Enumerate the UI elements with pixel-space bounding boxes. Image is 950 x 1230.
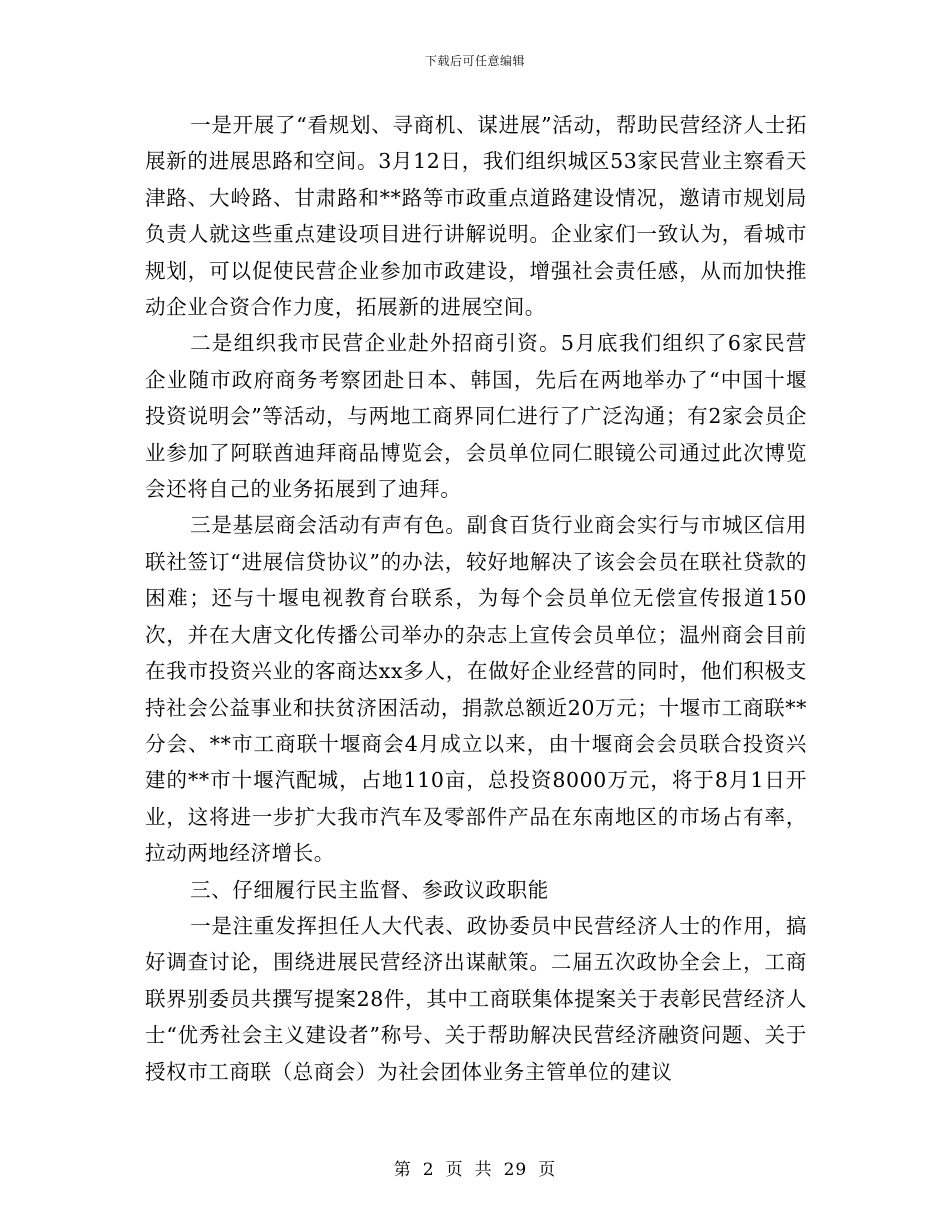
footer-total-pages: 29 xyxy=(503,1160,528,1180)
footer-current-page: 2 xyxy=(422,1160,435,1180)
page-footer xyxy=(0,1155,950,1180)
paragraph-activity-two: 二是组织我市民营企业赴外招商引资。5月底我们组织了6家民营企业随市政府商务考察团赴日本、韩国，先后在两地举办了“中国十堰投资说明会”等活动，与两地工商界同仁进行了广泛沟通；有2家会员企业参加了阿联酋迪拜商品博览会，会员单位同仁眼镜公司通过此次博览会还将自己的业务拓展到了迪拜。 xyxy=(145,331,807,502)
footer-label-total: 共 xyxy=(474,1160,493,1180)
document-body xyxy=(145,107,807,1090)
page-header: 下载后可任意编辑 xyxy=(424,54,525,68)
paragraph-activity-one: 一是开展了“看规划、寻商机、谋进展”活动，帮助民营经济人士拓展新的进展思路和空间。3月12日，我们组织城区53家民营业主察看天津路、大岭路、甘肃路和**路等市政重点道路建设情况，邀请市规划局负责人就这些重点建设项目进行讲解说明。企业家们一致认为，看城市规划，可以促使民营企业参加市政建设，增强社会责任感，从而加快推动企业合资合作力度，拓展新的进展空间。 xyxy=(145,113,807,320)
footer-label-total-unit: 页 xyxy=(538,1160,557,1180)
paragraph-activity-three: 三是基层商会活动有声有色。副食百货行业商会实行与市城区信用联社签订“进展信贷协议”的办法，较好地解决了该会会员在联社贷款的困难；还与十堰电视教育台联系，为每个会员单位无偿宣传报道150次，并在大唐文化传播公司举办的杂志上宣传会员单位；温州商会目前在我市投资兴业的客商达xx多人，在做好企业经营的同时，他们积极支持社会公益事业和扶贫济困活动，捐款总额近20万元；十堰市工商联**分会、**市工商联十堰商会4月成立以来，由十堰商会会员联合投资兴建的**市十堰汽配城，占地110亩，总投资8000万元，将于8月1日开业，这将进一步扩大我市汽车及零部件产品在东南地区的市场占有率，拉动两地经济增长。 xyxy=(145,513,807,866)
section-heading: 三、仔细履行民主监督、参政议政职能 xyxy=(190,877,549,902)
paragraph-supervision-one: 一是注重发挥担任人大代表、政协委员中民营经济人士的作用，搞好调查讨论，围绕进展民营经济出谋献策。二届五次政协全会上，工商联界别委员共撰写提案28件，其中工商联集体提案关于表彰民营经济人士“优秀社会主义建设者”称号、关于帮助解决民营经济融资问题、关于授权市工商联（总商会）为社会团体业务主管单位的建议 xyxy=(145,913,807,1084)
footer-label-page-unit: 页 xyxy=(445,1160,464,1180)
footer-label-page: 第 xyxy=(393,1160,412,1180)
